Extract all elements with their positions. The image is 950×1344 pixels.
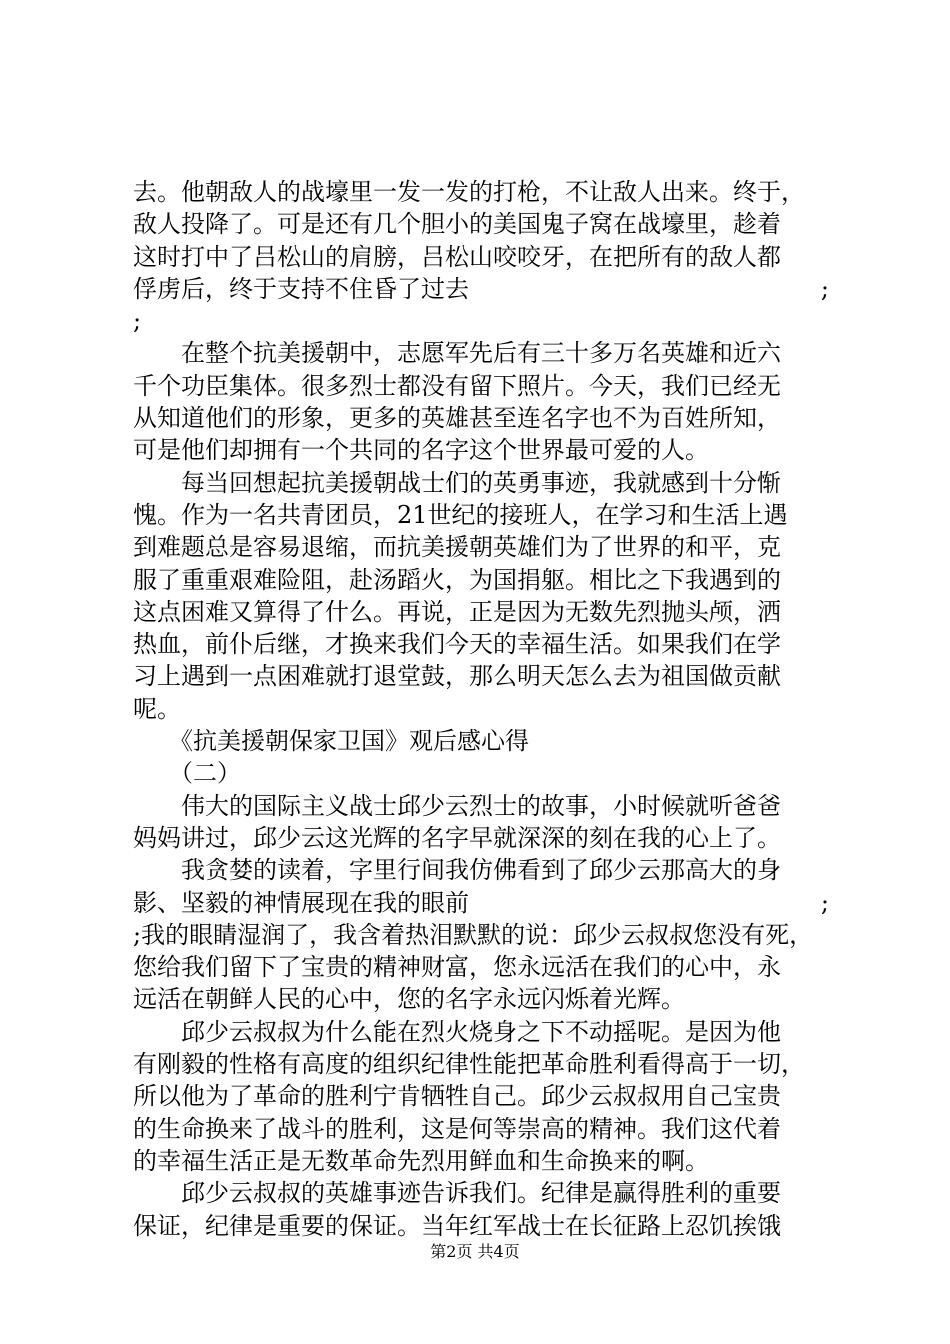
text-line: 有刚毅的性格有高度的组织纪律性能把革命胜利看得高于一切， — [133, 1050, 805, 1079]
text-line: 呢。 — [133, 694, 181, 723]
text-line: ; — [133, 307, 142, 336]
text-line: 千个功臣集体。很多烈士都没有留下照片。今天，我们已经无 — [133, 371, 781, 400]
section-number: （二） — [133, 759, 241, 788]
text-line: 所以他为了革命的胜利宁肯牺牲自己。邱少云叔叔用自己宝贵 — [133, 1082, 781, 1111]
text-line: 保证，纪律是重要的保证。当年红军战士在长征路上忍饥挨饿 — [133, 1211, 781, 1240]
text-line: 邱少云叔叔的英雄事迹告诉我们。纪律是赢得胜利的重要 — [133, 1179, 781, 1208]
text-line: 每当回想起抗美援朝战士们的英勇事迹，我就感到十分惭 — [133, 468, 781, 497]
text-line-end: ; — [820, 274, 829, 303]
text-line: 这点困难又算得了什么。再说，正是因为无数先烈抛头颅，洒 — [133, 597, 781, 626]
text-line-justified — [133, 887, 829, 919]
text-line: 去。他朝敌人的战壕里一发一发的打枪，不让敌人出来。终于， — [133, 178, 805, 206]
page-number-footer: 第2页 共4页 — [430, 1242, 520, 1261]
section-title: 《抗美援朝保家卫国》观后感心得 — [133, 727, 529, 756]
text-line: 远活在朝鲜人民的心中，您的名字永远闪烁着光辉。 — [133, 985, 685, 1014]
document-body — [133, 176, 829, 1242]
text-line: 可是他们却拥有一个共同的名字这个世界最可爱的人。 — [133, 436, 709, 465]
text-line: 从知道他们的形象，更多的英雄甚至连名字也不为百姓所知， — [133, 404, 781, 433]
text-line: 习上遇到一点困难就打退堂鼓，那么明天怎么去为祖国做贡献 — [133, 662, 781, 691]
text-line: 愧。作为一名共青团员，21世纪的接班人，在学习和生活上遇 — [133, 500, 788, 529]
text-line: 在整个抗美援朝中，志愿军先后有三十多万名英雄和近六 — [133, 339, 781, 368]
text-line: 这时打中了吕松山的肩膀，吕松山咬咬牙，在把所有的敌人都 — [133, 242, 781, 271]
text-line-justified — [133, 273, 829, 305]
text-line: 妈妈讲过，邱少云这光辉的名字早就深深的刻在我的心上了。 — [133, 823, 781, 852]
text-line: 的生命换来了战斗的胜利，这是何等崇高的精神。我们这代着 — [133, 1114, 781, 1143]
text-line: 敌人投降了。可是还有几个胆小的美国鬼子窝在战壕里，趁着 — [133, 210, 781, 239]
text-line: 的幸福生活正是无数革命先烈用鲜血和生命换来的啊。 — [133, 1146, 709, 1175]
text-line: 您给我们留下了宝贵的精神财富，您永远活在我们的心中，永 — [133, 953, 781, 982]
text-line: ;我的眼睛湿润了，我含着热泪默默的说：邱少云叔叔您没有死， — [133, 920, 814, 949]
text-line: 热血，前仆后继，才换来我们今天的幸福生活。如果我们在学 — [133, 630, 781, 659]
text-line-end: ; — [820, 888, 829, 917]
text-line: 邱少云叔叔为什么能在烈火烧身之下不动摇呢。是因为他 — [133, 1017, 781, 1046]
text-line-start: 俘虏后，终于支持不住昏了过去 — [133, 274, 469, 303]
text-line: 服了重重艰难险阻，赴汤蹈火，为国捐躯。相比之下我遇到的 — [133, 565, 781, 594]
text-line: 我贪婪的读着，字里行间我仿佛看到了邱少云那高大的身 — [133, 856, 781, 885]
text-line: 伟大的国际主义战士邱少云烈士的故事，小时候就听爸爸 — [133, 791, 781, 820]
text-line: 到难题总是容易退缩，而抗美援朝英雄们为了世界的和平，克 — [133, 533, 781, 562]
text-line-start: 影、坚毅的神情展现在我的眼前 — [133, 888, 469, 917]
